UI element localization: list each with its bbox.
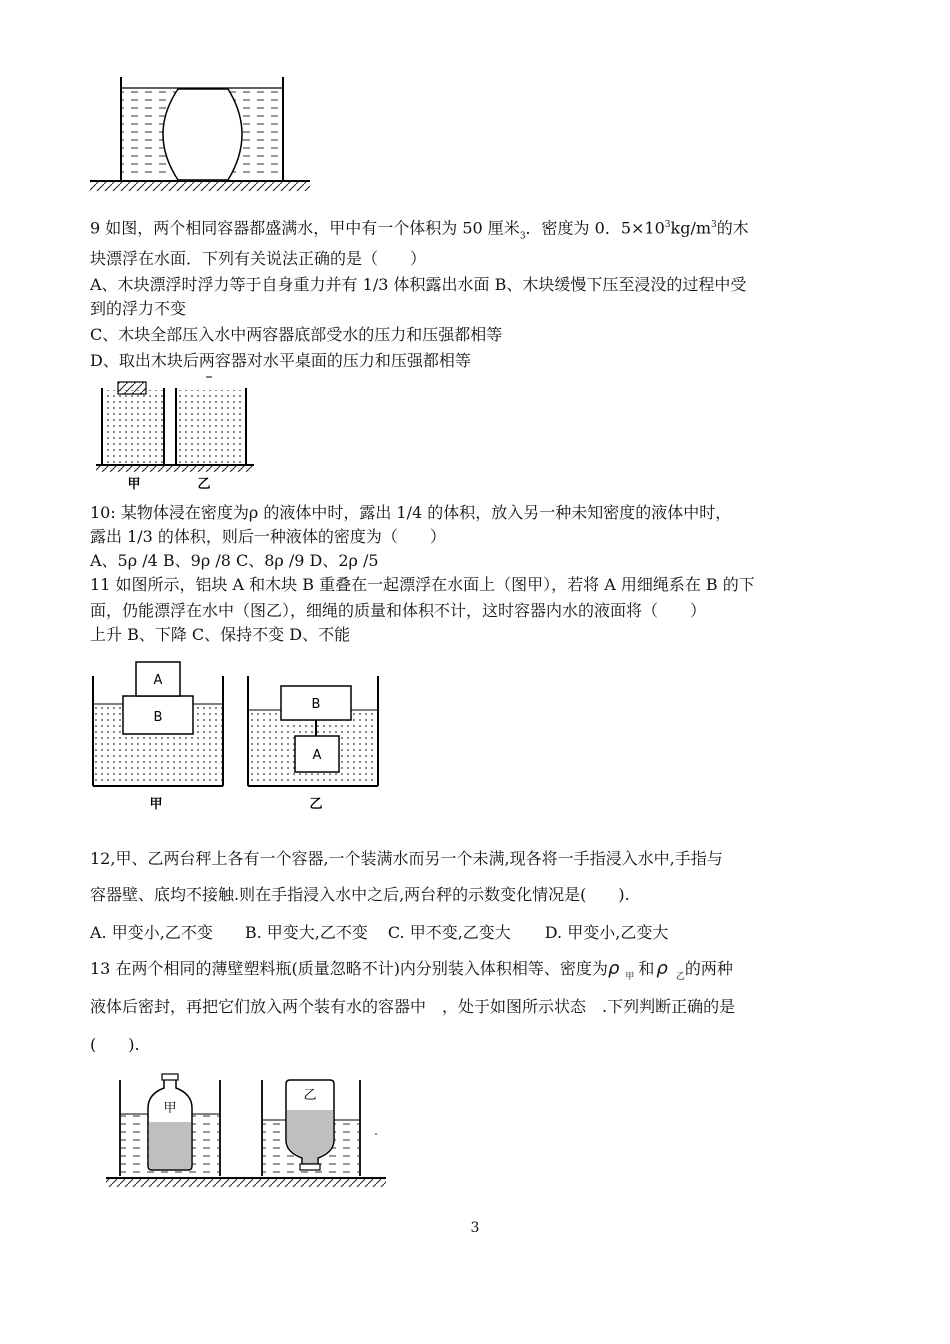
q12-option-b: B. 甲变大,乙不变 bbox=[244, 923, 368, 942]
q11-blocks-figure bbox=[88, 658, 388, 818]
q11-line1: 11 如图所示，铝块 A 和木块 B 重叠在一起漂浮在水面上（图甲），若将 A 用细绳系在 B 的下 bbox=[90, 575, 755, 594]
q13-bottles-figure bbox=[104, 1072, 389, 1194]
arch-bridge-figure bbox=[88, 72, 313, 197]
q11-jia-label-a: A bbox=[153, 673, 163, 688]
q12-options bbox=[90, 922, 668, 944]
q13-line3: ( ). bbox=[90, 1035, 140, 1054]
q9-option-ab-line2: 到的浮力不变 bbox=[90, 299, 187, 318]
q10-line1: 10: 某物体浸在密度为ρ 的液体中时，露出 1/4 的体积，放入另一种未知密度的液体中时， bbox=[90, 503, 732, 522]
q9-figure-label-jia: 甲 bbox=[127, 477, 141, 492]
q12-option-d: D. 甲变小,乙变大 bbox=[544, 923, 669, 942]
q9-containers-figure bbox=[94, 376, 294, 494]
q11-figure-label-jia: 甲 bbox=[149, 797, 163, 812]
q9-option-ab-line1: A、木块漂浮时浮力等于自身重力并有 1/3 体积露出水面 B、木块缓慢下压至浸没的过程中受 bbox=[90, 275, 747, 294]
q10-line2: 露出 1/3 的体积，则后一种液体的密度为（ ） bbox=[90, 527, 446, 546]
q9-figure-label-yi: 乙 bbox=[197, 477, 211, 492]
page-number: 3 bbox=[470, 1220, 480, 1236]
q10-options: A、5ρ /4 B、9ρ /8 C、8ρ /9 D、2ρ /5 bbox=[90, 551, 379, 570]
q13-line1: 13 在两个相同的薄壁塑料瓶(质量忽略不计)内分别装入体积相等、密度为ρ $_甲$ 和 ρ $_乙$的两种 bbox=[90, 958, 733, 982]
q13-line2: 液体后密封，再把它们放入两个装有水的容器中 ，处于如图所示状态 .下列判断正确的是 bbox=[90, 997, 736, 1016]
q11-yi-label-b: B bbox=[311, 697, 321, 712]
q11-line2: 面，仍能漂浮在水中（图乙），细绳的质量和体积不计，这时容器内水的液面将（ ） bbox=[90, 601, 707, 620]
q9-line1: 9 如图，两个相同容器都盛满水，甲中有一个体积为 50 厘米$_3$．密度为 0．$5\times 10^3kg/m^3$的木 bbox=[90, 218, 749, 242]
q9-option-c: C、木块全部压入水中两容器底部受水的压力和压强都相等 bbox=[90, 325, 503, 344]
q13-bottle-yi-label: 乙 bbox=[303, 1088, 317, 1103]
q9-option-d: D、取出木块后两容器对水平桌面的压力和压强都相等 bbox=[90, 351, 471, 370]
q11-jia-label-b: B bbox=[153, 710, 163, 725]
q12-option-c: C. 甲不变,乙变大 bbox=[387, 923, 511, 942]
q12-line2: 容器壁、底均不接触.则在手指浸入水中之后,两台秤的示数变化情况是( ). bbox=[90, 885, 630, 904]
q11-figure-label-yi: 乙 bbox=[309, 797, 323, 812]
q12-option-a: A. 甲变小,乙不变 bbox=[90, 923, 213, 942]
q11-line3: 上升 B、下降 C、保持不变 D、不能 bbox=[90, 625, 351, 644]
q9-line2: 块漂浮在水面．下列有关说法正确的是（ ） bbox=[90, 249, 427, 268]
q11-yi-label-a: A bbox=[312, 748, 322, 763]
q12-line1: 12,甲、乙两台秤上各有一个容器,一个装满水而另一个未满,现各将一手指浸入水中,手指与 bbox=[90, 849, 723, 868]
q13-bottle-jia-label: 甲 bbox=[163, 1101, 177, 1116]
